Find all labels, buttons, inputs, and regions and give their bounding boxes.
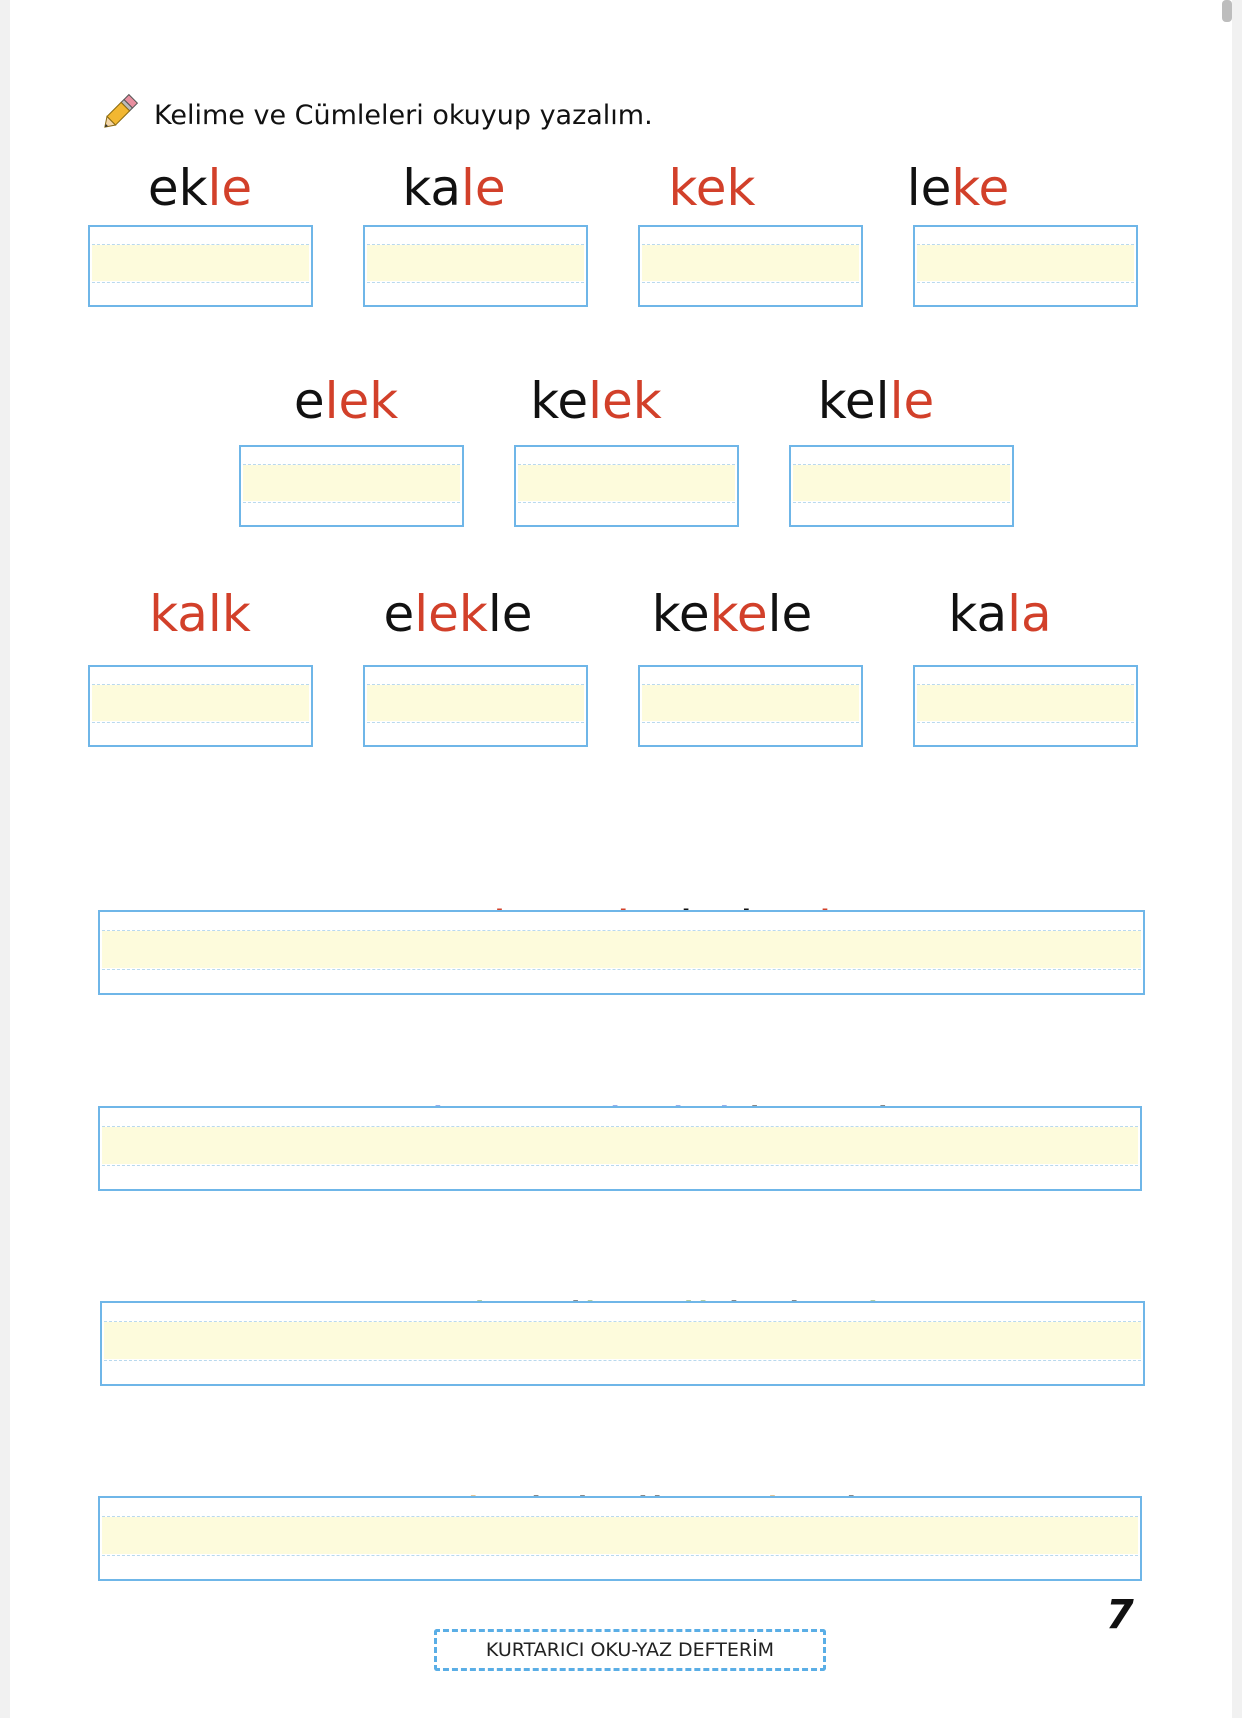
word-kelle: kelle xyxy=(817,372,935,430)
word-kala: kala xyxy=(948,585,1052,643)
writing-box[interactable] xyxy=(638,225,863,307)
word-elek: elek xyxy=(293,372,399,430)
page-number: 7 xyxy=(1106,1592,1134,1638)
writing-box[interactable] xyxy=(88,665,313,747)
word-elekle: elekle xyxy=(383,585,533,643)
word-kek: kek xyxy=(668,159,756,217)
word-kalk: kalk xyxy=(149,585,251,643)
writing-box[interactable] xyxy=(913,665,1138,747)
worksheet-page xyxy=(10,0,1232,1718)
word-kale: kale xyxy=(402,159,506,217)
writing-box[interactable] xyxy=(363,665,588,747)
writing-box[interactable] xyxy=(239,445,464,527)
sentence-writing-box[interactable] xyxy=(98,1106,1142,1191)
writing-box[interactable] xyxy=(88,225,313,307)
writing-box[interactable] xyxy=(514,445,739,527)
sentence-writing-box[interactable] xyxy=(98,910,1145,995)
writing-box[interactable] xyxy=(363,225,588,307)
writing-box[interactable] xyxy=(789,445,1014,527)
word-ekle: ekle xyxy=(147,159,253,217)
instruction xyxy=(98,92,653,138)
word-leke: leke xyxy=(906,159,1010,217)
instruction-text: Kelime ve Cümleleri okuyup yazalım. xyxy=(154,99,653,131)
word-kelek: kelek xyxy=(530,372,662,430)
pencil-icon xyxy=(98,92,140,138)
writing-box[interactable] xyxy=(913,225,1138,307)
sentence-writing-box[interactable] xyxy=(98,1496,1142,1581)
writing-box[interactable] xyxy=(638,665,863,747)
footer-label: KURTARICI OKU-YAZ DEFTERİM xyxy=(434,1629,826,1671)
word-kekele: kekele xyxy=(651,585,813,643)
sentence-writing-box[interactable] xyxy=(100,1301,1145,1386)
scrollbar[interactable] xyxy=(1222,0,1232,22)
